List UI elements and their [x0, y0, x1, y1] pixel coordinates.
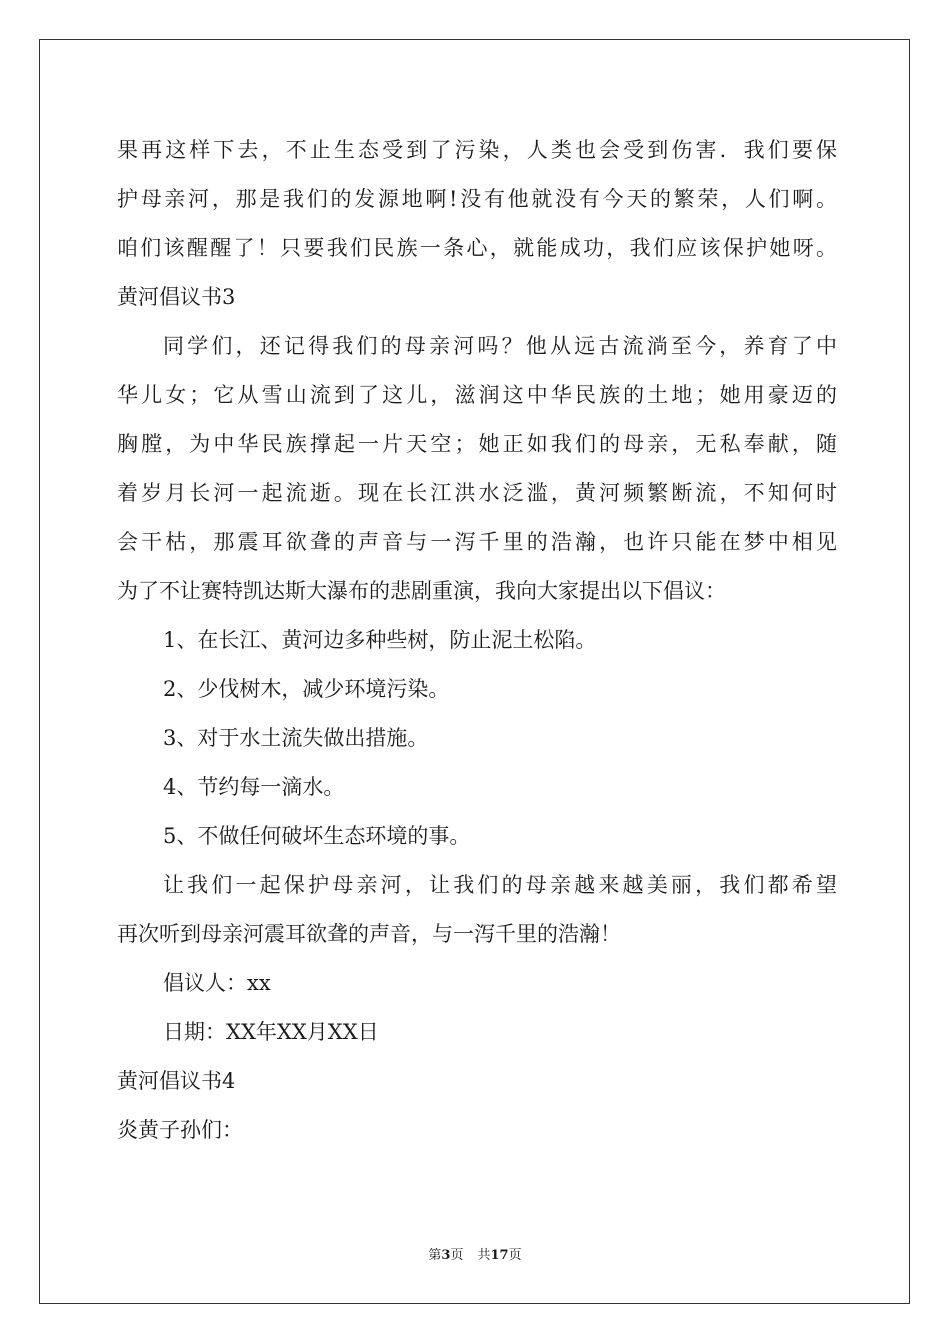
list-item: 4、节约每一滴水。: [163, 775, 345, 799]
paragraph-line: 护母亲河，那是我们的发源地啊!没有他就没有今天的繁荣，人们啊。: [117, 187, 837, 211]
list-item: 5、不做任何破坏生态环境的事。: [163, 824, 471, 848]
paragraph-line: 会干枯，那震耳欲聋的声音与一泻千里的浩瀚，也许只能在梦中相见: [117, 530, 837, 554]
total-prefix: 共: [477, 1248, 491, 1263]
date-line: 日期：XX年XX月XX日: [163, 1020, 379, 1044]
list-item: 1、在长江、黄河边多种些树，防止泥土松陷。: [163, 628, 597, 652]
paragraph-line: 果再这样下去，不止生态受到了污染，人类也会受到伤害．我们要保: [117, 138, 837, 162]
salutation-line: 炎黄子孙们：: [117, 1118, 243, 1142]
paragraph-line: 着岁月长河一起流逝。现在长江洪水泛滥，黄河频繁断流，不知何时: [117, 481, 837, 505]
current-page-number: 3: [441, 1248, 451, 1263]
paragraph-line: 让我们一起保护母亲河，让我们的母亲越来越美丽，我们都希望: [163, 873, 837, 897]
document-body: [117, 126, 837, 1155]
signature-line: 倡议人：xx: [163, 971, 271, 995]
paragraph-line: 为了不让赛特凯达斯大瀑布的悲剧重演，我向大家提出以下倡议：: [117, 579, 726, 603]
total-page-count: 17: [490, 1248, 509, 1263]
page-footer: [0, 1244, 950, 1263]
page-suffix: 页: [450, 1248, 464, 1263]
paragraph-line: 胸膛，为中华民族撑起一片天空；她正如我们的母亲，无私奉献，随: [117, 432, 837, 456]
section-heading: 黄河倡议书3: [117, 285, 236, 309]
page-prefix: 第: [428, 1248, 442, 1263]
paragraph-line: 咱们该醒醒了！只要我们民族一条心，就能成功，我们应该保护她呀。: [117, 236, 837, 260]
section-heading: 黄河倡议书4: [117, 1069, 236, 1093]
paragraph-line: 再次听到母亲河震耳欲聋的声音，与一泻千里的浩瀚！: [117, 922, 621, 946]
list-item: 2、少伐树木，减少环境污染。: [163, 677, 450, 701]
paragraph-line: 同学们，还记得我们的母亲河吗？他从远古流淌至今，养育了中: [163, 334, 837, 358]
list-item: 3、对于水土流失做出措施。: [163, 726, 429, 750]
paragraph-line: 华儿女；它从雪山流到了这儿，滋润这中华民族的土地；她用豪迈的: [117, 383, 837, 407]
total-suffix: 页: [508, 1248, 522, 1263]
